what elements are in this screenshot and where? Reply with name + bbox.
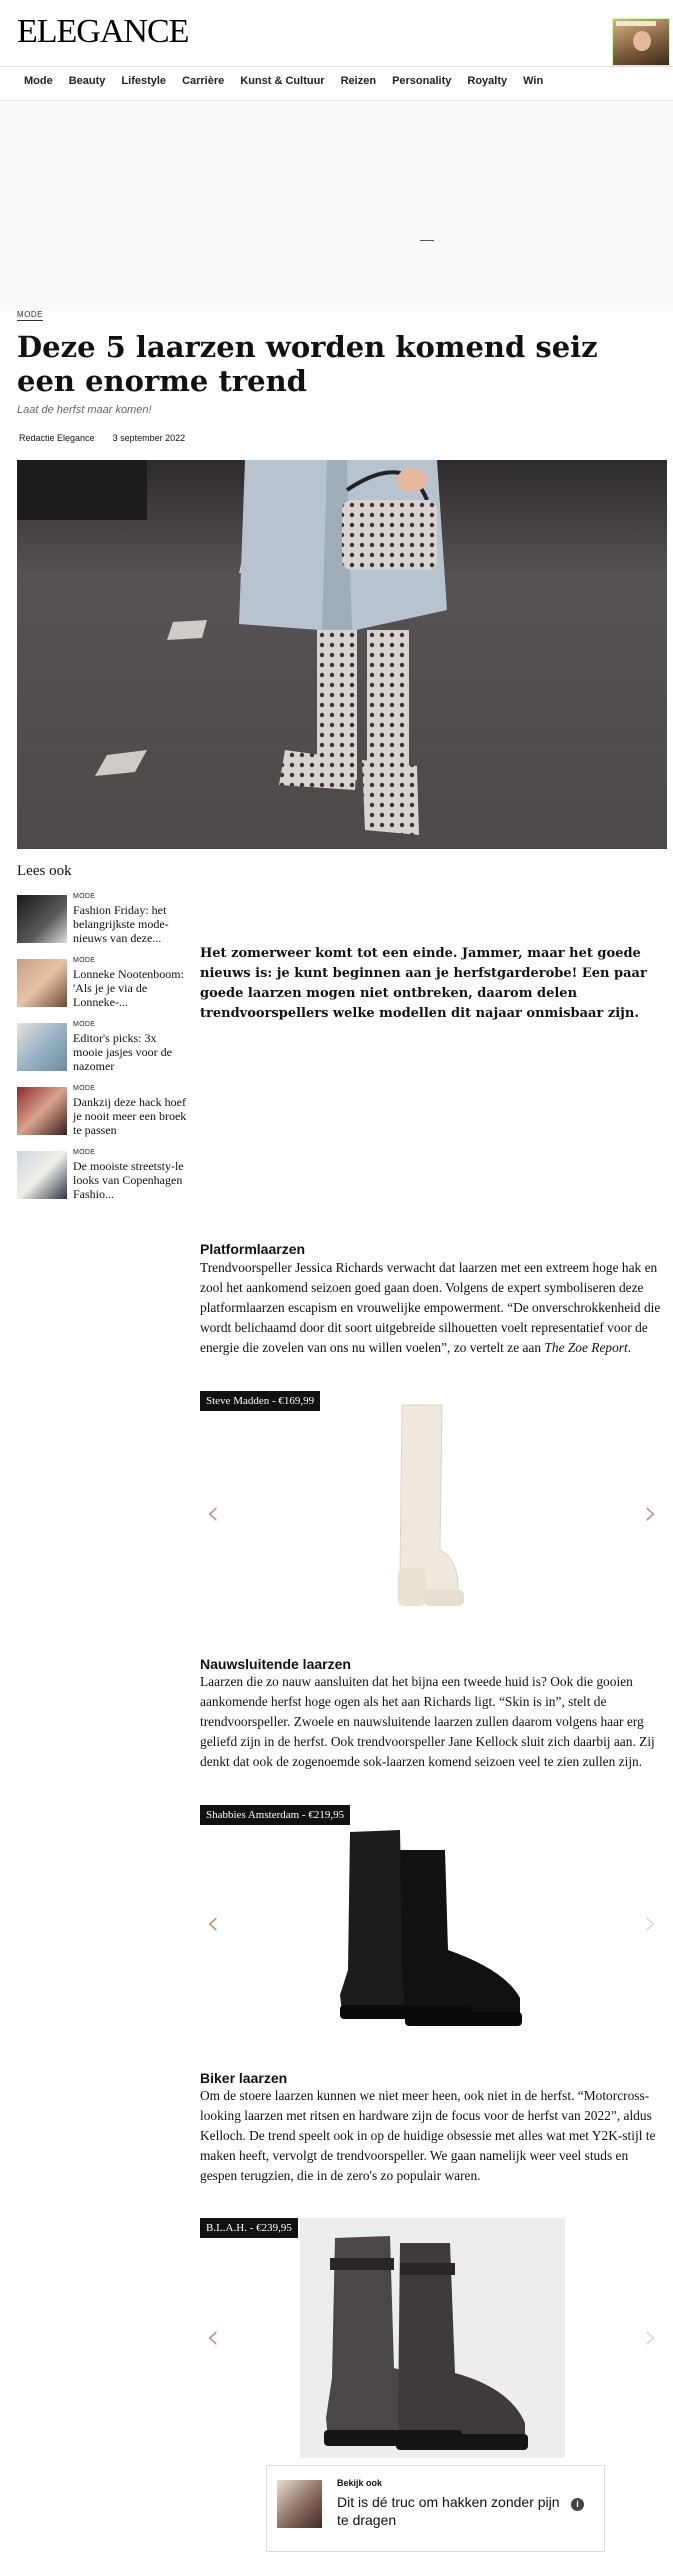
related-category: MODE bbox=[73, 893, 96, 900]
related-item[interactable] bbox=[17, 1085, 187, 1141]
product-image-platform-boot[interactable] bbox=[380, 1400, 480, 1615]
nav-item-kunst-cultuur[interactable]: Kunst & Cultuur bbox=[240, 75, 325, 87]
section-text: Om de stoere laarzen kunnen we niet meer heen, ook niet in de herfst. “Motorcross-looking laarzen met ritsen en hardware zijn de focus voor de herfst van 2022”, aldus Kelloch. De trend speelt ook in op de huidige obsessie met alles wat met Y2K-stijl te maken heeft, vervolgt de trendvoorspeller. We gaan namelijk weer veel studs en gespen terugzien, die in de zero's zo populair waren. bbox=[200, 2088, 656, 2183]
article-author[interactable]: Redactie Elegance bbox=[19, 433, 95, 443]
section-heading: Platformlaarzen bbox=[200, 1241, 306, 1257]
section-text: Laarzen die zo nauw aansluiten dat het bijna een tweede huid is? Ook die gooien aankomende herfst hoge ogen als het aan Richards ligt. “Skin is in”, stelt de trendvoorspeller. Zwoele en nauwsluitende laarzen zullen daarom volgens haar erg geliefd zijn in de herfst. Ook trendvoorspeller Jane Kellock sluit zich daarbij aan. Zij denkt dat ook de zogenoemde sok-laarzen komend seizoen veel te zien zullen zijn. bbox=[200, 1674, 655, 1769]
carousel-prev-button[interactable]: ‹ bbox=[206, 2317, 220, 2357]
article-subtitle: Laat de herfst maar komen! bbox=[17, 404, 152, 416]
related-category: MODE bbox=[73, 1085, 96, 1092]
product-image-ankle-boots[interactable] bbox=[330, 1820, 530, 2030]
related-thumbnail bbox=[17, 1023, 67, 1071]
carousel-prev-button[interactable]: ‹ bbox=[206, 1493, 220, 1533]
related-item[interactable] bbox=[17, 893, 187, 949]
nav-item-carriere[interactable]: Carrière bbox=[182, 75, 225, 87]
related-category: MODE bbox=[73, 957, 96, 964]
related-thumbnail bbox=[17, 959, 67, 1007]
article-category[interactable]: MODE bbox=[17, 310, 43, 319]
section-text bbox=[200, 1258, 668, 1358]
site-logo[interactable]: ELEGANCE bbox=[17, 13, 189, 50]
related-title: Fashion Friday: het belangrijkste mode-nieuws van deze... bbox=[73, 903, 169, 945]
nav-item-royalty[interactable]: Royalty bbox=[467, 75, 508, 87]
carousel-next-button[interactable]: › bbox=[644, 1493, 658, 1533]
related-heading: Lees ook bbox=[17, 863, 72, 879]
nav-item-mode[interactable]: Mode bbox=[24, 75, 53, 87]
product-image-biker-boots[interactable] bbox=[300, 2218, 565, 2458]
related-title: De mooiste streetsty-le looks van Copenhagen Fashio... bbox=[73, 1159, 184, 1201]
carousel-next-button[interactable]: › bbox=[644, 1903, 658, 1943]
info-icon[interactable]: i bbox=[571, 2498, 584, 2511]
nav-item-reizen[interactable]: Reizen bbox=[340, 75, 377, 87]
recommended-thumbnail bbox=[277, 2480, 322, 2528]
ad-placeholder bbox=[0, 101, 673, 311]
related-item[interactable] bbox=[17, 1149, 187, 1205]
related-title: Editor's picks: 3x mooie jasjes voor de nazomer bbox=[73, 1031, 172, 1073]
article-title-line-2: een enorme trend bbox=[17, 364, 307, 398]
main-nav bbox=[24, 75, 559, 87]
article-meta bbox=[19, 433, 185, 443]
related-category: MODE bbox=[73, 1021, 96, 1028]
header-divider bbox=[0, 66, 673, 67]
nav-item-lifestyle[interactable]: Lifestyle bbox=[121, 75, 167, 87]
article-intro: Het zomerweer komt tot een einde. Jammer, maar het goede nieuws is: je kunt beginnen aan je herfstgarderobe! Een paar goede laarzen mogen niet ontbreken, daarom delen trendvoorspellers welke modellen dit najaar onmisbaar zijn. bbox=[200, 946, 647, 1021]
related-title: Lonneke Nootenboom: 'Als je je via de Lonneke-... bbox=[73, 967, 184, 1009]
nav-item-personality[interactable]: Personality bbox=[392, 75, 452, 87]
section-heading: Biker laarzen bbox=[200, 2070, 288, 2086]
magazine-cover-thumbnail[interactable] bbox=[612, 18, 670, 66]
recommended-title[interactable]: Dit is dé truc om hakken zonder pijn te dragen bbox=[337, 2494, 560, 2528]
section-heading: Nauwsluitende laarzen bbox=[200, 1656, 351, 1672]
recommended-widget[interactable] bbox=[266, 2465, 605, 2552]
section-text-body: Trendvoorspeller Jessica Richards verwacht dat laarzen met een extreem hoge hak en zool het aankomend seizoen goed gaan doen. Volgens de expert symboliseren deze platformlaarzen escapism en vrouwelijke empowerment. “De onverschrokkenheid die wordt belichaamd door dit soort uitgebreide silhouetten voelt representatief voor de energie die zovelen van ons nu willen voelen”, zo vertelt ze aan bbox=[200, 1260, 661, 1355]
product-price-label[interactable]: Steve Madden - €169,99 bbox=[200, 1391, 320, 1411]
related-category: MODE bbox=[73, 1149, 96, 1156]
article-date: 3 september 2022 bbox=[112, 433, 186, 443]
recommended-label: Bekijk ook bbox=[337, 2478, 383, 2488]
related-item[interactable] bbox=[17, 1021, 187, 1077]
carousel-prev-button[interactable]: ‹ bbox=[206, 1903, 220, 1943]
nav-item-beauty[interactable]: Beauty bbox=[68, 75, 106, 87]
source-link[interactable]: The Zoe Report bbox=[544, 1340, 628, 1355]
related-item[interactable] bbox=[17, 957, 187, 1013]
nav-item-win[interactable]: Win bbox=[523, 75, 544, 87]
product-price-label[interactable]: B.L.A.H. - €239,95 bbox=[200, 2218, 298, 2238]
product-price-label[interactable]: Shabbies Amsterdam - €219,95 bbox=[200, 1805, 350, 1825]
related-thumbnail bbox=[17, 1151, 67, 1199]
hero-image bbox=[17, 460, 667, 849]
related-title: Dankzij deze hack hoef je nooit meer een broek te passen bbox=[73, 1095, 187, 1137]
section-text-end: . bbox=[627, 1340, 632, 1355]
article-title-line-1: Deze 5 laarzen worden komend seiz bbox=[17, 330, 598, 364]
related-thumbnail bbox=[17, 1087, 67, 1135]
article-title bbox=[17, 330, 657, 398]
related-thumbnail bbox=[17, 895, 67, 943]
carousel-next-button[interactable]: › bbox=[644, 2317, 658, 2357]
